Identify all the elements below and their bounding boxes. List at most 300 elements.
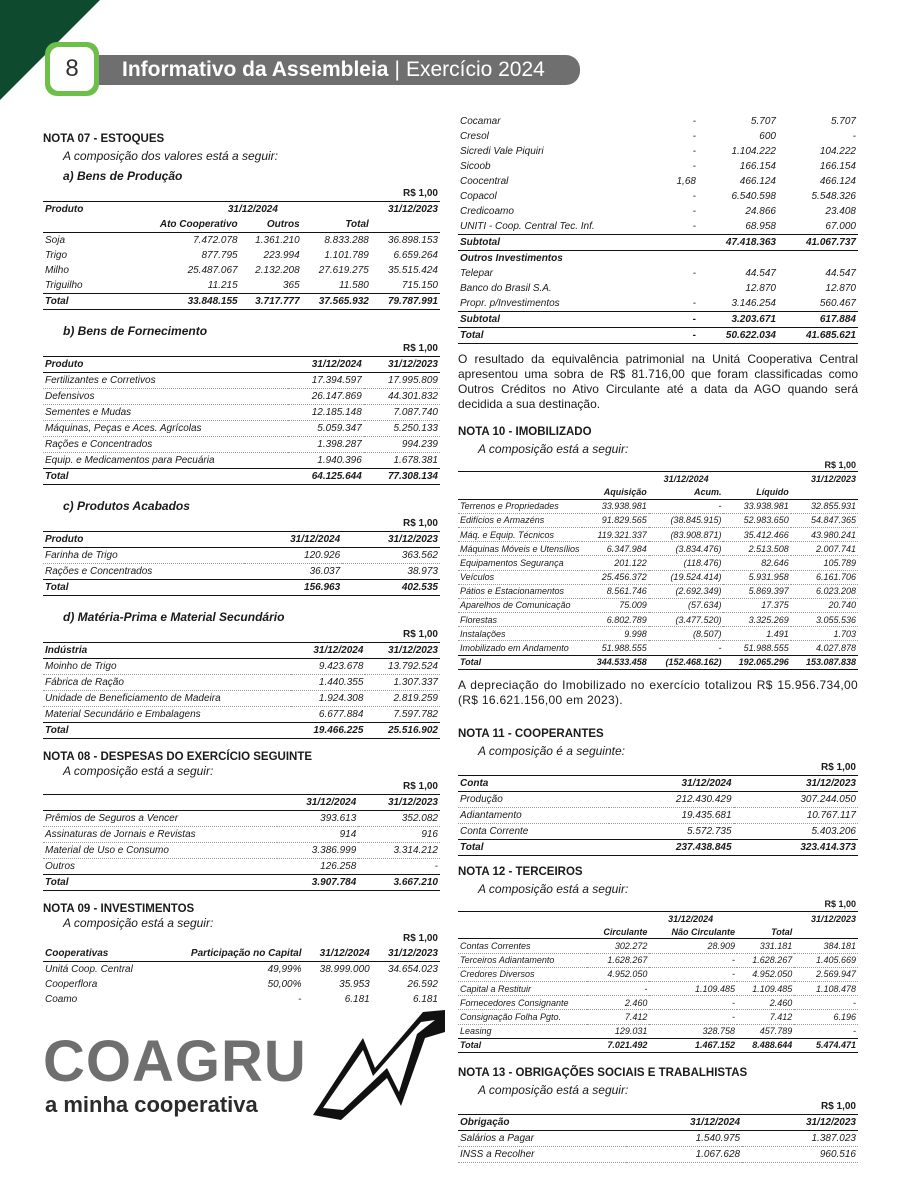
column-header: Não Circulante	[649, 925, 737, 939]
cell-value: 41.685.621	[778, 328, 858, 344]
table-row	[43, 263, 440, 278]
cell-value: 35.412.466	[723, 527, 790, 541]
table-row	[43, 962, 440, 978]
table-row	[43, 992, 440, 1007]
column-header: 31/12/2023	[364, 357, 440, 373]
table-row	[458, 219, 858, 235]
row-label: Telepar	[460, 268, 493, 279]
row-label: Equip. e Medicamentos para Pecuária	[43, 453, 288, 469]
cell-value: 212.430.429	[609, 791, 733, 807]
cell-value: 32.855.931	[791, 499, 858, 513]
cell-value: 2.819.259	[365, 691, 440, 707]
total-row	[458, 1038, 858, 1052]
table-row	[458, 114, 858, 129]
page-header: Informativo da Assembleia | Exercício 2024	[122, 58, 545, 81]
row-label: Adiantamento	[458, 807, 609, 823]
nota-10-intro: A composição está a seguir:	[478, 442, 629, 456]
total-row	[458, 328, 858, 344]
cell-value: 994.239	[364, 437, 440, 453]
publication-subtitle: Exercício 2024	[405, 58, 545, 81]
table-row	[458, 556, 858, 570]
cell-value: -	[649, 967, 737, 981]
column-header: 31/12/2024	[626, 1114, 742, 1130]
table-row	[458, 174, 858, 189]
nota-13-intro: A composição está a seguir:	[478, 1082, 629, 1097]
table-row	[458, 953, 858, 967]
cell-value: 2.569.947	[794, 967, 858, 981]
column-header: 31/12/2024	[277, 795, 359, 811]
cell-value: 192.065.296	[723, 655, 790, 669]
table-row	[458, 613, 858, 627]
cell-value: 223.994	[263, 250, 300, 261]
investimentos-table	[43, 931, 440, 1007]
cell-value: 156.963	[244, 580, 342, 596]
row-label: Pátios e Estacionamentos	[458, 584, 582, 598]
row-label: Cocamar	[460, 116, 501, 127]
cell-value: 2.460	[737, 996, 794, 1010]
total-row	[458, 655, 858, 669]
column-header: Produto	[43, 532, 244, 548]
row-label: Soja	[45, 235, 66, 246]
table-row	[43, 811, 440, 827]
row-label: Sicoob	[460, 161, 491, 172]
column-header: 31/12/2023	[371, 202, 440, 218]
cell-value: 1,68	[676, 176, 696, 187]
cell-value: (19.524.414)	[649, 570, 724, 584]
column-header: Acum.	[649, 485, 724, 499]
cell-value: 302.272	[587, 939, 649, 953]
row-label: Assinaturas de Jornais e Revistas	[43, 827, 277, 843]
cell-value: 77.308.134	[364, 469, 440, 485]
cell-value: 51.988.555	[723, 641, 790, 655]
row-label: Rações e Concentrados	[43, 564, 244, 580]
row-label: Máquinas Móveis e Utensílios	[458, 542, 582, 556]
cell-value: 17.995.809	[364, 373, 440, 389]
cell-value: 466.124	[819, 176, 856, 187]
page-number: 8	[50, 47, 94, 91]
nota-11-title: NOTA 11 - COOPERANTES	[458, 727, 604, 740]
cell-value: 6.196	[794, 1010, 858, 1024]
row-label: Total	[43, 580, 244, 596]
cell-value: 27.619.275	[318, 265, 369, 276]
cell-value: 6.677.884	[291, 707, 366, 723]
table-row	[458, 144, 858, 159]
cell-value: 960.516	[742, 1146, 858, 1162]
cell-value: 166.154	[739, 161, 776, 172]
table-row	[43, 248, 440, 263]
row-label: Capital a Restituir	[458, 981, 587, 995]
cell-value: -	[692, 206, 696, 217]
table-header-row	[43, 795, 440, 811]
table-row	[43, 453, 440, 469]
table-row	[458, 513, 858, 527]
table-row	[458, 627, 858, 641]
cell-value: 5.707	[830, 116, 856, 127]
cell-value: 5.403.206	[734, 823, 858, 839]
table-row	[43, 675, 440, 691]
column-header: 31/12/2024	[135, 202, 371, 218]
cell-value: 120.926	[244, 548, 342, 564]
column-header: 31/12/2024	[288, 357, 364, 373]
table-row	[43, 278, 440, 294]
cell-value: -	[692, 191, 696, 202]
table-row	[458, 1130, 858, 1146]
table-row	[458, 281, 858, 296]
investimentos-continued-table	[458, 114, 858, 344]
cell-value: 1.109.485	[737, 981, 794, 995]
row-label: Sementes e Mudas	[43, 405, 288, 421]
cell-value: -	[649, 996, 737, 1010]
cell-value: 3.055.536	[791, 613, 858, 627]
cell-value: 11.580	[338, 280, 369, 291]
total-row	[43, 723, 440, 739]
table-row	[43, 843, 440, 859]
cell-value: 7.087.740	[364, 405, 440, 421]
table-row	[458, 1010, 858, 1024]
outros-investimentos-label: Outros Investimentos	[460, 253, 563, 264]
row-label: Subtotal	[458, 312, 663, 328]
cell-value: 35.953	[339, 979, 370, 990]
cell-value: 5.931.958	[723, 570, 790, 584]
cell-value: 8.561.746	[582, 584, 649, 598]
cell-value: 79.787.991	[371, 294, 440, 310]
cell-value: -	[649, 641, 724, 655]
cell-value: 1.307.337	[365, 675, 440, 691]
cell-value: 51.988.555	[582, 641, 649, 655]
cell-value: 17.375	[723, 598, 790, 612]
cell-value: 617.884	[778, 312, 858, 328]
cell-value: -	[663, 328, 698, 344]
cell-value: 1.491	[723, 627, 790, 641]
cell-value: 5.474.471	[794, 1038, 858, 1052]
row-label: Total	[43, 723, 291, 739]
row-label: Coocentral	[460, 176, 509, 187]
cell-value: -	[692, 131, 696, 142]
cell-value: 5.572.735	[609, 823, 733, 839]
row-label: Unidade de Beneficiamento de Madeira	[43, 691, 291, 707]
cell-value: -	[794, 996, 858, 1010]
column-header: Indústria	[43, 643, 291, 659]
cell-value: 20.740	[791, 598, 858, 612]
cell-value: 1.101.789	[324, 250, 369, 261]
row-label: Fábrica de Ração	[43, 675, 291, 691]
table-row	[43, 548, 440, 564]
cell-value: 36.898.153	[387, 235, 438, 246]
row-label: Copacol	[460, 191, 497, 202]
cell-value: (83.908.871)	[649, 527, 724, 541]
row-label: Total	[458, 655, 582, 669]
table-row	[458, 1146, 858, 1162]
total-row	[43, 469, 440, 485]
cell-value: 1.540.975	[626, 1130, 742, 1146]
cell-value: 49,99%	[267, 964, 302, 975]
cell-value: 914	[277, 827, 359, 843]
cell-value: -	[692, 221, 696, 232]
terceiros-table	[458, 898, 858, 1053]
cell-value: 5.250.133	[364, 421, 440, 437]
row-label: Subtotal	[458, 235, 663, 251]
row-label: Total	[458, 839, 609, 855]
currency-label: R$ 1,00	[820, 761, 856, 773]
cell-value: 3.203.671	[698, 312, 778, 328]
row-label: Banco do Brasil S.A.	[460, 283, 552, 294]
row-label: Imobilizado em Andamento	[458, 641, 582, 655]
column-header: 31/12/2023	[365, 643, 440, 659]
cell-value: 44.547	[745, 268, 776, 279]
cell-value: 105.789	[791, 556, 858, 570]
total-row	[43, 294, 440, 310]
nota-07a-title: a) Bens de Produção	[63, 169, 183, 183]
imobilizado-table	[458, 458, 858, 670]
cell-value: 54.847.365	[791, 513, 858, 527]
cell-value: 1.940.396	[288, 453, 364, 469]
cell-value: -	[649, 1010, 737, 1024]
table-row	[458, 584, 858, 598]
cell-value: 365	[282, 280, 300, 291]
cell-value: 25.487.067	[187, 265, 238, 276]
table-row	[458, 527, 858, 541]
cell-value: -	[358, 859, 440, 875]
currency-label: R$ 1,00	[824, 459, 856, 470]
cell-value: 237.438.845	[609, 839, 733, 855]
row-label: Florestas	[458, 613, 582, 627]
cell-value: 12.870	[745, 283, 776, 294]
cell-value: 6.802.789	[582, 613, 649, 627]
table-row	[458, 791, 858, 807]
column-header: 31/12/2024	[582, 472, 791, 486]
right-column	[458, 114, 858, 1163]
table-row	[43, 977, 440, 992]
cell-value: 1.104.222	[731, 146, 776, 157]
page-number-badge	[45, 42, 99, 96]
logo-name: COAGRU	[43, 1029, 307, 1094]
cell-value: 363.562	[342, 548, 440, 564]
cell-value: 3.314.212	[358, 843, 440, 859]
cell-value: (3.834.476)	[649, 542, 724, 556]
cell-value: 44.301.832	[364, 389, 440, 405]
nota-08-intro: A composição está a seguir:	[63, 764, 214, 778]
cell-value: 119.321.337	[582, 527, 649, 541]
cell-value: 35.515.424	[387, 265, 438, 276]
cell-value: 126.258	[277, 859, 359, 875]
table-row	[43, 373, 440, 389]
cell-value: 3.146.254	[731, 298, 776, 309]
cell-value: (152.468.162)	[649, 655, 724, 669]
row-label: Total	[43, 469, 288, 485]
cell-value: 7.472.078	[193, 235, 238, 246]
row-label: Salários a Pagar	[458, 1130, 626, 1146]
currency-label: R$ 1,00	[402, 188, 438, 199]
table-row	[458, 296, 858, 312]
obrigacoes-table	[458, 1099, 858, 1163]
total-row	[43, 875, 440, 891]
cell-value: 328.758	[649, 1024, 737, 1038]
cell-value: -	[587, 981, 649, 995]
cell-value: 13.792.524	[365, 659, 440, 675]
column-header: 31/12/2023	[742, 1114, 858, 1130]
cell-value: 47.418.363	[698, 235, 778, 251]
cell-value: 1.067.628	[626, 1146, 742, 1162]
table-row	[43, 827, 440, 843]
row-label: Terceiros Adiantamento	[458, 953, 587, 967]
table-row	[43, 659, 440, 675]
cell-value: 1.628.267	[587, 953, 649, 967]
table-row	[458, 996, 858, 1010]
cell-value: 52.983.650	[723, 513, 790, 527]
cell-value: 91.829.565	[582, 513, 649, 527]
cell-value: 3.717.777	[240, 294, 302, 310]
cell-value: 5.869.397	[723, 584, 790, 598]
column-header: 31/12/2024	[291, 643, 366, 659]
table-row	[458, 981, 858, 995]
cell-value: 129.031	[587, 1024, 649, 1038]
row-label: Credores Diversos	[458, 967, 587, 981]
cell-value: -	[692, 161, 696, 172]
row-label: Moinho de Trigo	[43, 659, 291, 675]
nota-12-intro: A composição está a seguir:	[478, 881, 629, 896]
cell-value: 7.597.782	[365, 707, 440, 723]
row-label: Defensivos	[43, 389, 288, 405]
column-header: Total	[737, 925, 794, 939]
currency-label: R$ 1,00	[402, 781, 438, 792]
cell-value: -	[852, 131, 856, 142]
left-column	[43, 127, 440, 1007]
publication-title: Informativo da Assembleia	[122, 58, 389, 81]
table-row	[458, 641, 858, 655]
table-header-row	[43, 357, 440, 373]
cell-value: 24.866	[745, 206, 776, 217]
row-label: Contas Correntes	[458, 939, 587, 953]
cell-value: 6.659.264	[393, 250, 438, 261]
cell-value: (3.477.520)	[649, 613, 724, 627]
row-label: Instalações	[458, 627, 582, 641]
cell-value: 64.125.644	[288, 469, 364, 485]
row-label: Sicredi Vale Piquiri	[460, 146, 544, 157]
cell-value: 3.325.269	[723, 613, 790, 627]
table-row	[458, 598, 858, 612]
currency-label: R$ 1,00	[820, 1100, 856, 1112]
cell-value: 393.613	[277, 811, 359, 827]
cell-value: 3.667.210	[358, 875, 440, 891]
cell-value: 166.154	[819, 161, 856, 172]
table-row	[458, 542, 858, 556]
cell-value: 37.565.932	[302, 294, 371, 310]
column-header: 31/12/2023	[342, 532, 440, 548]
cell-value: 877.795	[201, 250, 238, 261]
row-label: Rações e Concentrados	[43, 437, 288, 453]
cell-value: -	[692, 268, 696, 279]
column-header: Produto	[43, 357, 288, 373]
cell-value: 7.021.492	[587, 1038, 649, 1052]
column-header: Outros	[240, 217, 302, 233]
row-label: Máquinas, Peças e Aces. Agrícolas	[43, 421, 288, 437]
cell-value: 26.147.869	[288, 389, 364, 405]
table-row	[458, 967, 858, 981]
nota-07c-title: c) Produtos Acabados	[63, 499, 190, 513]
nota-08-title: NOTA 08 - DESPESAS DO EXERCÍCIO SEGUINTE	[43, 751, 313, 763]
nota-07b-title: b) Bens de Fornecimento	[63, 324, 208, 338]
currency-label: R$ 1,00	[402, 518, 438, 529]
total-row	[458, 312, 858, 328]
cell-value: 1.405.669	[794, 953, 858, 967]
cell-value: 1.109.485	[649, 981, 737, 995]
column-header: Total	[302, 217, 371, 233]
row-label: Leasing	[458, 1024, 587, 1038]
cell-value: 8.833.288	[324, 235, 369, 246]
cell-value: 6.181	[412, 994, 438, 1005]
cell-value: 6.023.208	[791, 584, 858, 598]
cell-value: (38.845.915)	[649, 513, 724, 527]
row-label: Prêmios de Seguros a Vencer	[43, 811, 277, 827]
cell-value: 9.998	[582, 627, 649, 641]
cell-value: 384.181	[794, 939, 858, 953]
column-header: Circulante	[587, 925, 649, 939]
total-row	[458, 839, 858, 855]
cell-value: -	[692, 146, 696, 157]
table-header-row	[43, 946, 440, 962]
currency-label: R$ 1,00	[824, 899, 856, 910]
table-header-row	[458, 775, 858, 791]
row-label: Aparelhos de Comunicação	[458, 598, 582, 612]
cell-value: 43.980.241	[791, 527, 858, 541]
row-label: INSS a Recolher	[458, 1146, 626, 1162]
cell-value: 12.185.148	[288, 405, 364, 421]
cell-value: 67.000	[825, 221, 856, 232]
cell-value: 25.456.372	[582, 570, 649, 584]
cell-value: 1.467.152	[649, 1038, 737, 1052]
row-label: Total	[458, 328, 663, 344]
table-row	[43, 405, 440, 421]
bens-producao-table	[43, 186, 440, 310]
cell-value: 50,00%	[267, 979, 302, 990]
cell-value: -	[649, 499, 724, 513]
coagru-logo	[43, 1010, 443, 1130]
cell-value: (118.476)	[649, 556, 724, 570]
cell-value: 5.707	[750, 116, 776, 127]
cell-value: 5.548.326	[811, 191, 856, 202]
cell-value: 12.870	[825, 283, 856, 294]
row-label: Trigo	[45, 250, 68, 261]
cell-value: 33.938.981	[582, 499, 649, 513]
row-label: Farinha de Trigo	[43, 548, 244, 564]
column-header: 31/12/2024	[609, 775, 733, 791]
cell-value: 331.181	[737, 939, 794, 953]
logo-tagline: a minha cooperativa	[45, 1092, 258, 1117]
cell-value: 19.466.225	[291, 723, 366, 739]
nota-11-intro: A composição é a seguinte:	[478, 743, 625, 758]
row-label: Material de Uso e Consumo	[43, 843, 277, 859]
nota-07d-title: d) Matéria-Prima e Material Secundário	[63, 610, 285, 624]
row-label: Equipamentos Segurança	[458, 556, 582, 570]
cell-value: 34.654.023	[387, 964, 438, 975]
table-header-row	[43, 643, 440, 659]
nota-09-title: NOTA 09 - INVESTIMENTOS	[43, 903, 195, 915]
cell-value: 50.622.034	[698, 328, 778, 344]
cell-value: 344.533.458	[582, 655, 649, 669]
total-row	[43, 580, 440, 596]
cell-value: 25.516.902	[365, 723, 440, 739]
cell-value: -	[649, 953, 737, 967]
row-label: Unitá Coop. Central	[45, 964, 133, 975]
cell-value: 9.423.678	[291, 659, 366, 675]
column-header: 31/12/2023	[791, 472, 858, 486]
nota-12-title: NOTA 12 - TERCEIROS	[458, 865, 583, 878]
cell-value: 1.440.355	[291, 675, 366, 691]
cell-value: 600	[759, 131, 776, 142]
column-header: Participação no Capital	[159, 946, 304, 962]
cell-value: 19.435.681	[609, 807, 733, 823]
cell-value: 560.467	[819, 298, 856, 309]
